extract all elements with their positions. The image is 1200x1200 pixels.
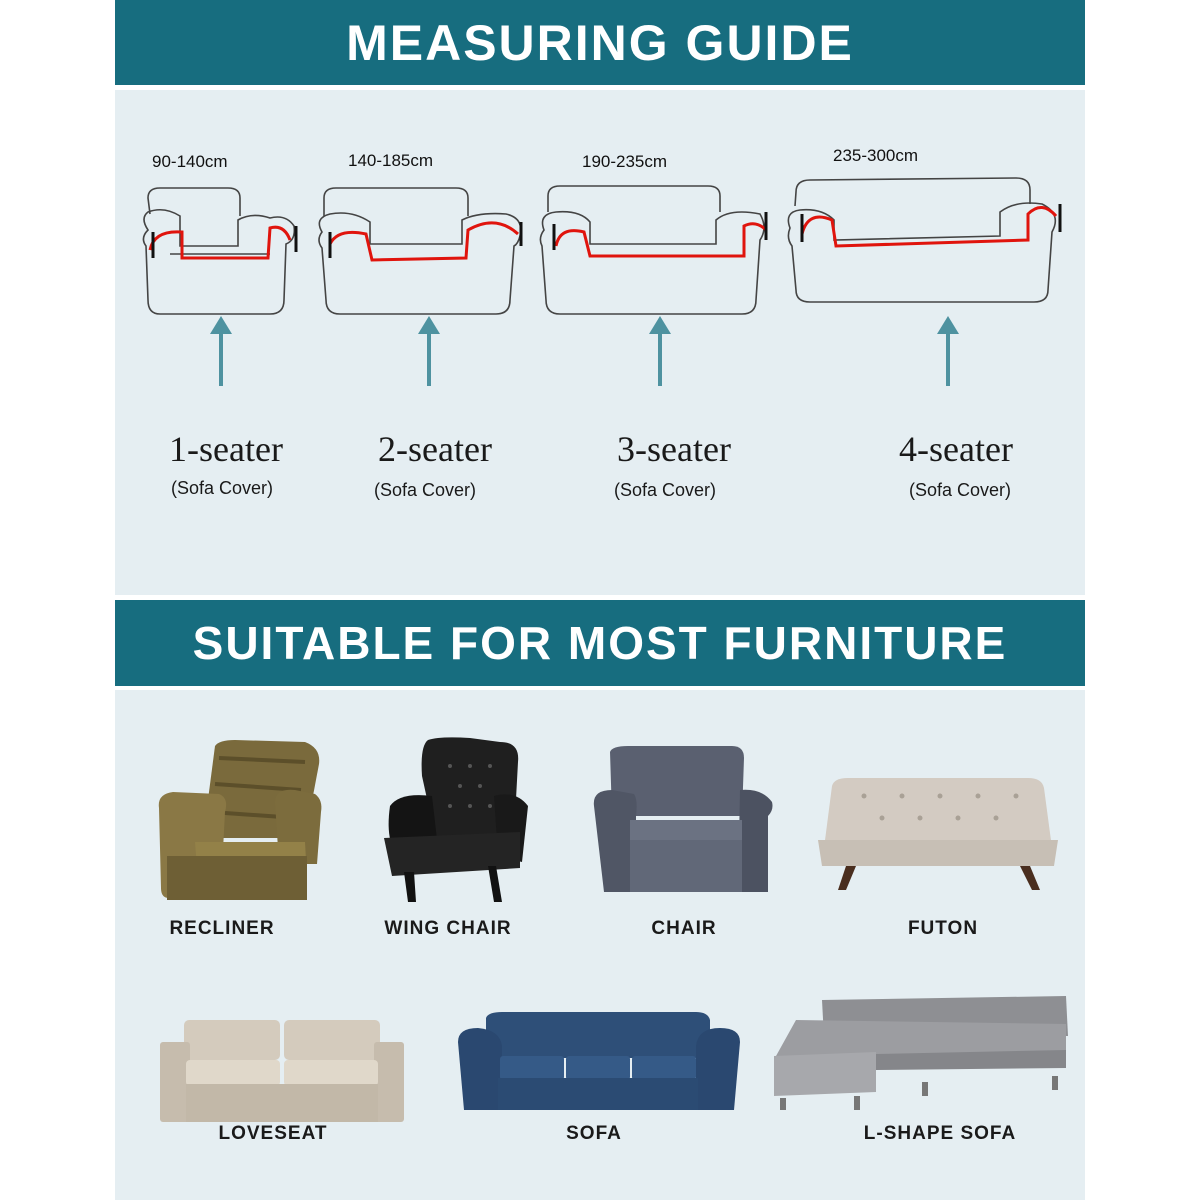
seater-label-3: 3-seater [617,429,731,469]
furniture-label-futon: FUTON [907,918,979,939]
loveseat-icon [160,1018,404,1124]
furniture-label-l-shape-sofa: L-SHAPE SOFA [863,1123,1017,1144]
seater-sub-1: (Sofa Cover) [170,478,274,498]
l-shape-sofa-icon [772,996,1068,1114]
one-seater-outline-icon [143,188,294,314]
furniture-label-chair: CHAIR [651,918,717,939]
seater-label-1: 1-seater [169,429,283,469]
furniture-label-wing-chair: WING CHAIR [384,918,512,939]
recliner-icon [155,738,325,908]
sofa-outline-diagrams [0,0,1200,400]
size-label-2-seater: 140-185cm [348,151,434,170]
armchair-icon [592,746,774,896]
seater-label-2: 2-seater [378,429,492,469]
three-seater-measure-line [556,224,766,256]
size-label-4-seater: 235-300cm [833,146,919,165]
furniture-label-sofa: SOFA [566,1123,622,1144]
furniture-label-loveseat: LOVESEAT [218,1123,328,1144]
two-seater-outline-icon [319,188,521,314]
seater-sub-3: (Sofa Cover) [613,480,717,500]
furniture-banner [115,600,1085,686]
seater-sub-4: (Sofa Cover) [908,480,1012,500]
two-seater-measure-line [330,223,518,260]
wing-chair-icon [370,736,530,904]
arrow-up-icon [418,316,440,334]
seater-sub-2: (Sofa Cover) [373,480,477,500]
sofa-icon [458,1012,740,1116]
furniture-title: SUITABLE FOR MOST FURNITURE [192,617,1008,669]
arrow-up-icon [210,316,232,334]
measuring-guide-title: MEASURING GUIDE [346,14,854,71]
seater-label-4: 4-seater [899,429,1013,469]
size-label-3-seater: 190-235cm [582,152,668,171]
furniture-label-recliner: RECLINER [169,918,275,939]
guide-arrows [210,316,959,386]
three-seater-outline-icon [540,186,764,314]
arrow-up-icon [649,316,671,334]
arrow-up-icon [937,316,959,334]
futon-icon [818,778,1058,896]
size-label-1-seater: 90-140cm [152,152,228,171]
